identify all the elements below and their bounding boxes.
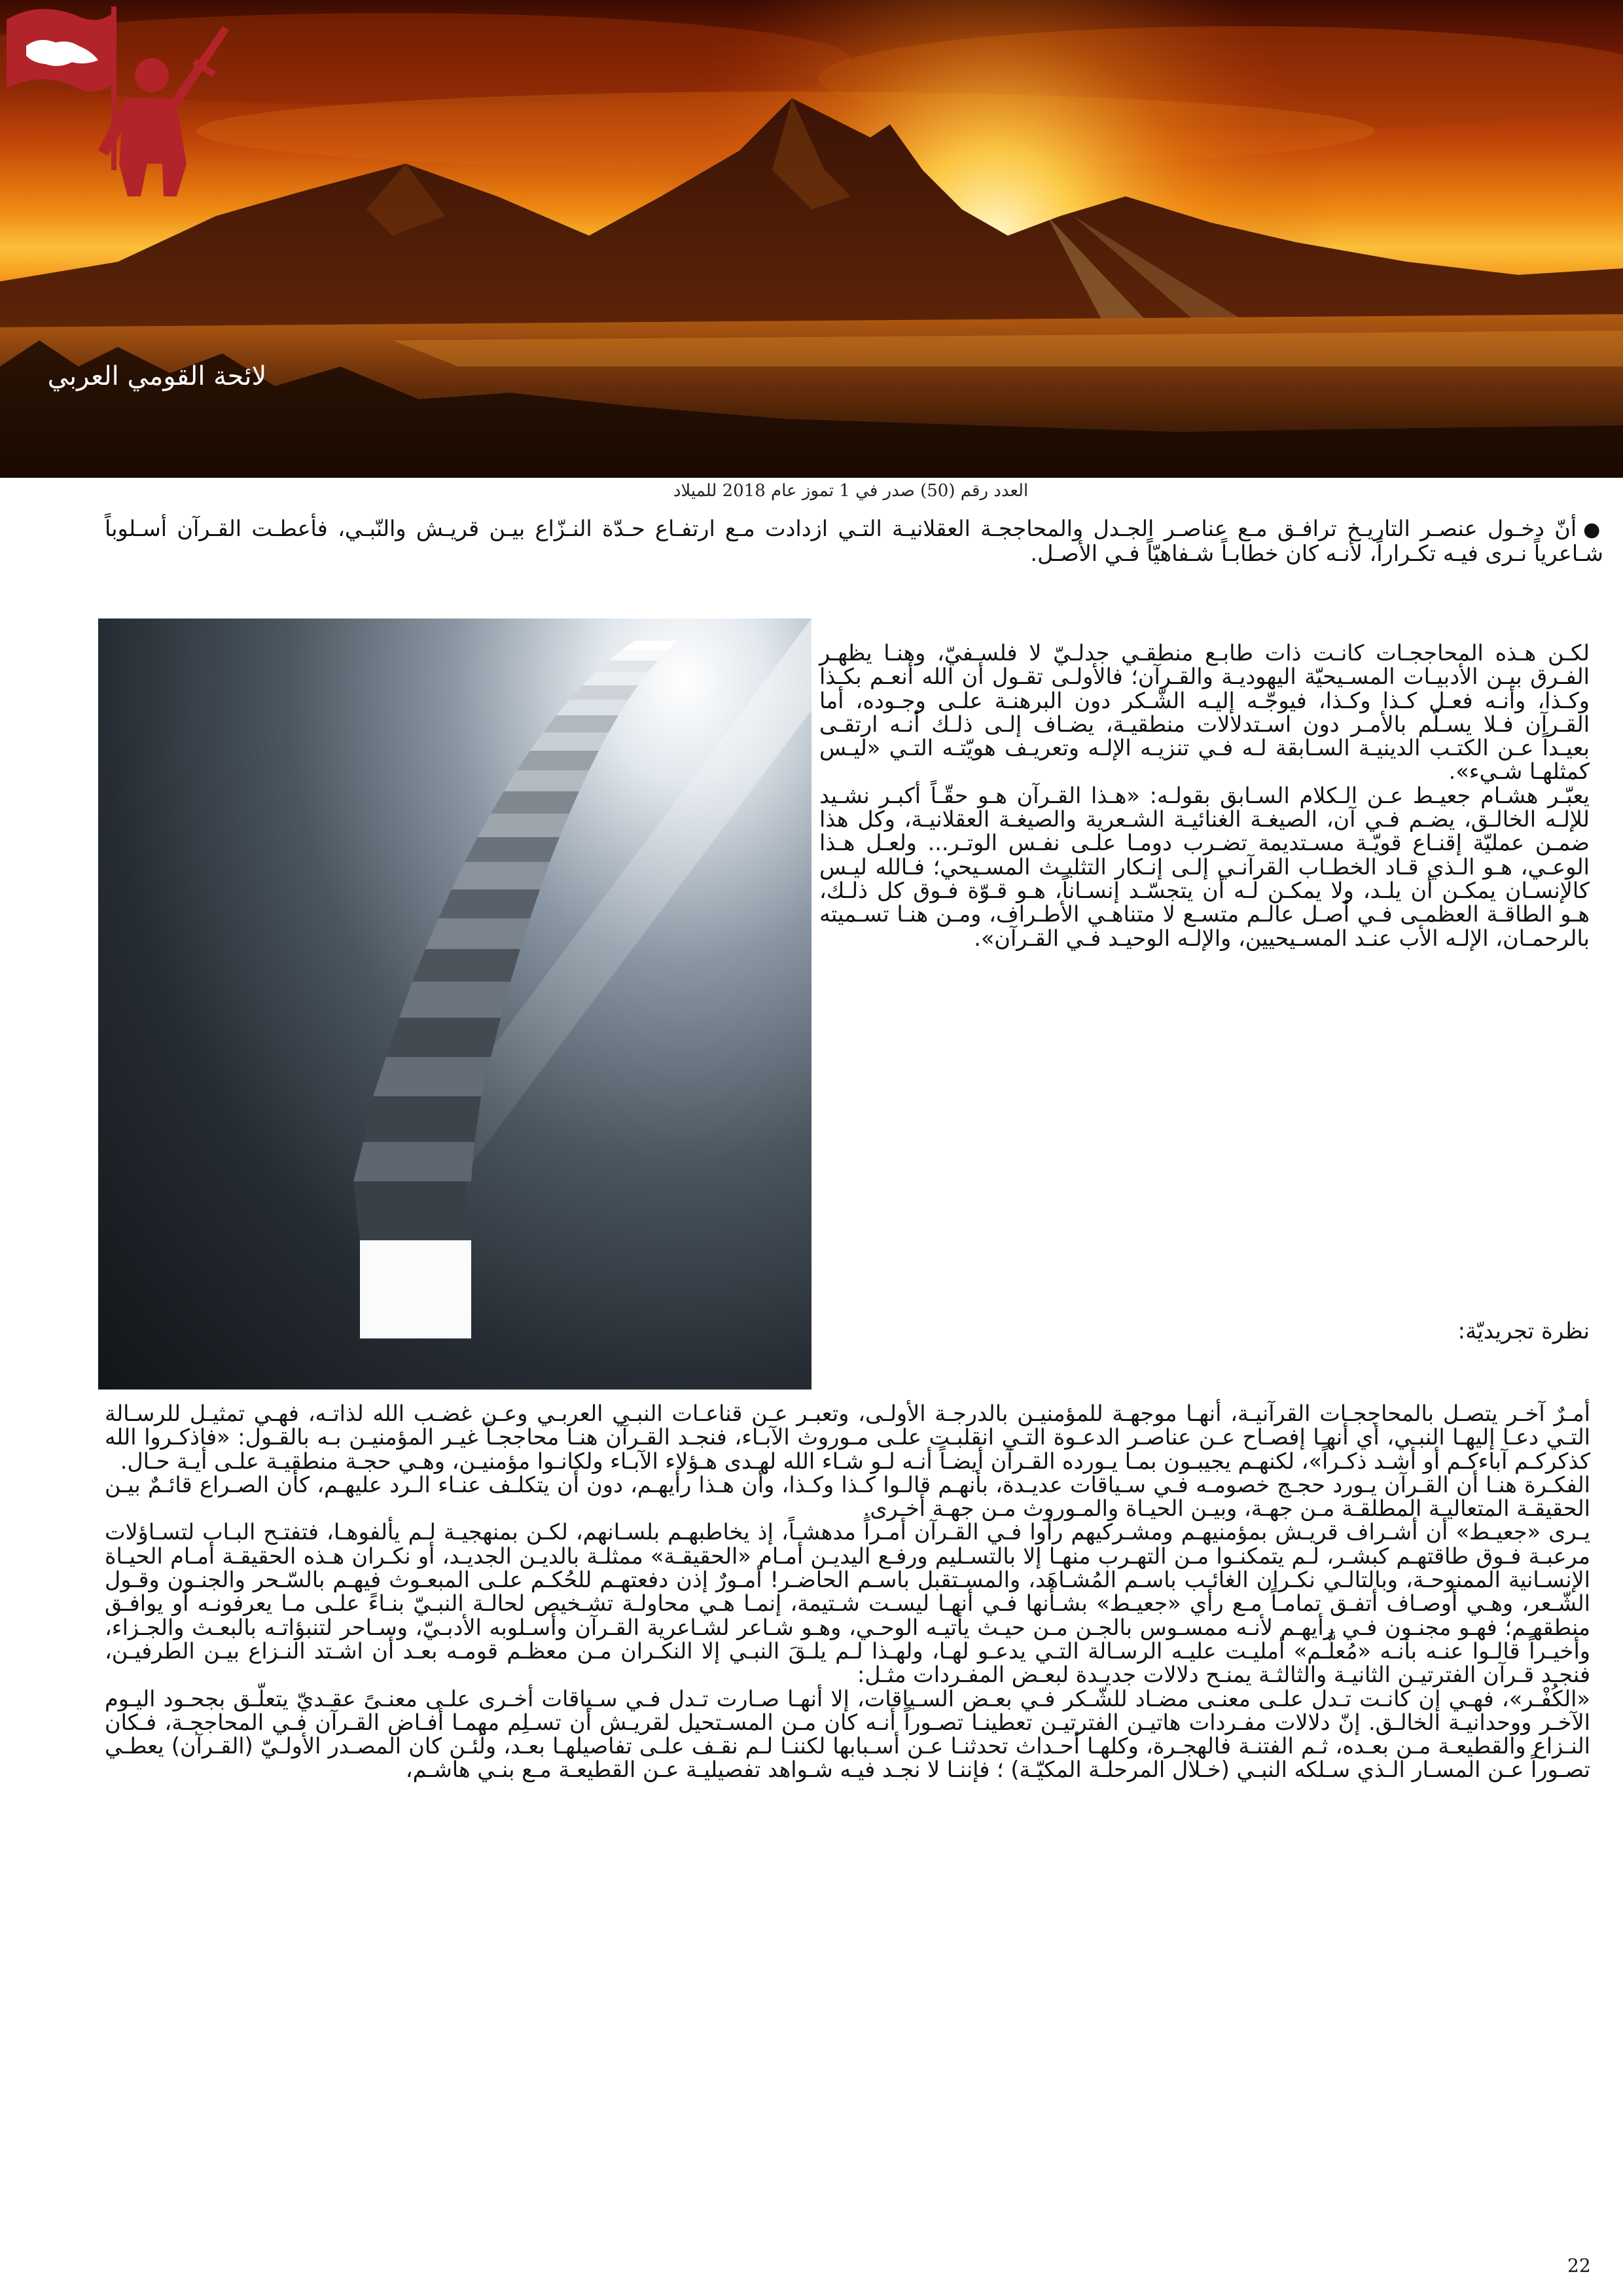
arab-nationalist-logo [0,0,262,262]
column-paragraph: لكـن هـذه المحاججـات كانـت ذات طابـع منطقـي جدلـيّ لا فلسـفيّ، وهنـا يظهـر الفـرق بيـن الأدبيـات المسـيحيّة اليهوديـة والقـرآن؛ فالأولـى تقـول أن الله أنعـم بكـذا وكـذا، وأنـه فعـل كـذا وكـذا، فيوجّـه إليـه الشّـكر دون البرهنـة علـى وجـوده، أما القـرآن فـلا يسـلّم بالأمـر دون اسـتدلالات منطقيـة، يضـاف إلـى ذلـك أنـه ارتقـى بعيـداً عـن الكتـب الدينيـة السـابقة لـه فـي تنزيـه الإلـه وتعريـف هويّتـه التـي «ليـس كمثلهـا شـيء». [819,640,1590,785]
column-paragraph: يعبّـر هشـام جعيـط عـن الـكلام السـابق بقولـه: «هـذا القـرآن هـو حقّـاً أكبـر نشـيد للإلـه الخالـق، يضـم فـي آن، الصيغـة الغنائيـة الشـعرية والصيغـة العقلانيـة، وكل هذا ضمـن عمليّة إقنـاع قويّـة مسـتديمة تضـرب دومـا علـى نفـس الوتـر... ولعـل هـذا الوعـي، هـو الـذي قـاد الخطـاب القرآنـي إلـى إنـكار التثليـث المسـيحي؛ فـالله ليـس كالإنسـان يمكـن أن يلـد، ولا يمكـن لـه أن يتجسّـد إنسـاناً، هـو قـوّة فـوق كل ذلـك، هـو الطاقـة العظمـى فـي أصـل عالـم متسـع لا متناهـي الأطـراف، ومـن هنـا تسـميته بالرحمـان، الإلـه الأب عنـد المسـيحيين، والإلـه الوحيـد فـي القـرآن». [819,782,1590,951]
body-text [105,1402,1590,1782]
intro-paragraph [105,517,1603,566]
issue-line: العدد رقم (50) صدر في 1 تموز عام 2018 للميلاد [673,481,1029,501]
figure-head [135,58,169,92]
body-paragraph: يـرى «جعيـط» أن أشـراف قريـش بمؤمنيهـم ومشـركيهم رأوا فـي القـرآن أمـراً مدهشـاً، إذ يخاطبهـم بلسـانهم، لكـن بمنهجيـة لـم يألفوهـا، فتفتـح البـاب لتسـاؤلات مرعبـة فـوق طاقتهـم كبشـر، لـم يتمكنـوا مـن التهـرب منهـا إلا بالتسـليم ورفـع اليديـن أمـام «الحقيقـة» ممثلـة بالديـن الجديـد، أو نكـران هـذه الحقيقـة أمـام الحيـاة الإنسـانية الممنوحـة، وبالتالـي نكـران الغائـب باسـم المُشـاهَد، والمسـتقبل باسـم الحاضـر! أمـورٌ إذن دفعتهـم للحُكـم علـى المبعـوث فيهـم بالسّـحر والجنـون وقـول الشّـعر، وهـي أوصـاف أتفـق تمامـاً مـع رأي «جعيـط» بشـأنها فـي أنهـا ليسـت شـتيمة، إنمـا هـي محاولـة تشـخيص لحالـة النبـيّ بنـاءً علـى مـا يعرفونـه أو يوافـق منطقهـم؛ فهـو مجنـون فـي رأيهـم لأنـه ممسـوس بالجـن مـن حيـث يأتيـه الوحـي، وهـو شـاعر لشـاعرية القـرآن وأسـلوبه الأدبـيّ، وسـاحر لتنبؤاتـه بالبعـث والجـزاء، وأخيـراً قالـوا عنـه بأنـه «مُعلَّـم» أمليـت عليـه الرسـالة التـي يدعـو لهـا، ولهـذا لـم يلـقَ النبـي إلا النكـران مـن معظـم قومـه بعـد أن اشـتد النـزاع بيـن الطرفيـن، فنجـد قـرآن الفترتيـن الثانيـة والثالثـة يمنـح دلالات جديـدة لبعـض المفـردات مثـل: [105,1519,1590,1688]
section-subheading: نظرة تجريديّة: [1457,1318,1590,1344]
stair-steps [353,641,677,1338]
stairs-to-light-image [98,619,812,1390]
body-paragraph: أمـرٌ آخـر يتصـل بالمحاججـات القرآنيـة، أنهـا موجهـة للمؤمنيـن بالدرجـة الأولـى، وتعبـر عـن قناعـات النبـي العربـي وعـن غضـب الله لذاتـه، فهـي تمثيـل للرسـالة التـي دعـا إليهـا النبـي، أي أنهـا إفصـاح عـن عناصـر الدعـوة التـي انقلبـت علـى مـوروث الآبـاء، فنجـد القـرآن هنـا محاججـاً غيـر المؤمنيـن بـه بالقـول: «فاذكـروا الله كذكركـم آباءكـم أو أشـد ذكـراً»، لكنهـم يجيبـون بمـا يـورده القـرآن أيضـاً أنـه لـو شـاء الله لهـدى هـؤلاء الآبـاء ولكانـوا مؤمنيـن، وهـي حجـة منطقيـة علـى أيـة حـال. [105,1401,1590,1474]
bullet-icon: ● [1583,518,1603,541]
page-number: 22 [1567,2255,1591,2276]
body-paragraph: الفكـرة هنـا أن القـرآن يـورد حجـج خصومـه فـي سـياقات عديـدة، بأنهـم قالـوا كـذا وكـذا، وأن هـذا رأيهـم، دون أن يتكلـف عنـاء الـرد عليهـم، كأن الصـراع قائـمٌ بيـن الحقيقـة المتعاليـة المطلقـة مـن جهـة، وبيـن الحيـاة والمـوروث مـن جهـة أخـرى. [105,1471,1590,1522]
intro-text: أنّ دخـول عنصـر التاريـخ ترافـق مـع عناصـر الجـدل والمحاججـة العقلانيـة التـي ازدادت مـع ارتفـاع حـدّة النـزّاع بيـن قريـش والنّبـي، فأعطـت القـرآن أسـلوباً شـاعرياً نـرى فيـه تكـراراً، لأنـه كان خطابـاً شـفاهيّاً فـي الأصـل. [105,516,1603,567]
header-banner [0,0,1623,478]
logo-title: لائحة القومي العربي [47,361,267,391]
body-paragraph: «الكُفْـر»، فهـي إن كانـت تـدل علـى معنـى مضـاد للشّـكر فـي بعـض السـياقات، إلا أنهـا صـارت تـدل فـي سـياقات أخـرى علـى معنـىً عقـديّ يتعلّـق بجحـود اليـوم الآخـر ووحدانيـة الخالـق. إنّ دلالات مفـردات هاتيـن الفترتيـن تعطينـا تصـوراً أنـه كان مـن المسـتحيل لقريـش أن تسـلِم مهمـا أفـاض القـرآن فـي المحاججـة، فـكان النـزاع والقطيعـة مـن بعـده، ثـم الفتنـة فالهجـرة، وكلهـا أحـداث تحدثنـا عـن أسـبابها لكننـا لـم نقـف علـى تفاصيلهـا بعـد، ولَئـن كان المصـدر الأولـيّ (القـرآن) يعطـي تصـوراً عـن المسـار الـذي سـلكه النبـي (خـلال المرحلـة المكيّـة) ؛ فإننـا لا نجـد فيـه شـواهد تفصيليـة عـن القطيعـة مـع بنـي هاشـم، [105,1685,1590,1783]
rifle-icon [164,26,229,118]
right-column-text [819,641,1590,950]
stairs-illustration [98,619,812,1390]
